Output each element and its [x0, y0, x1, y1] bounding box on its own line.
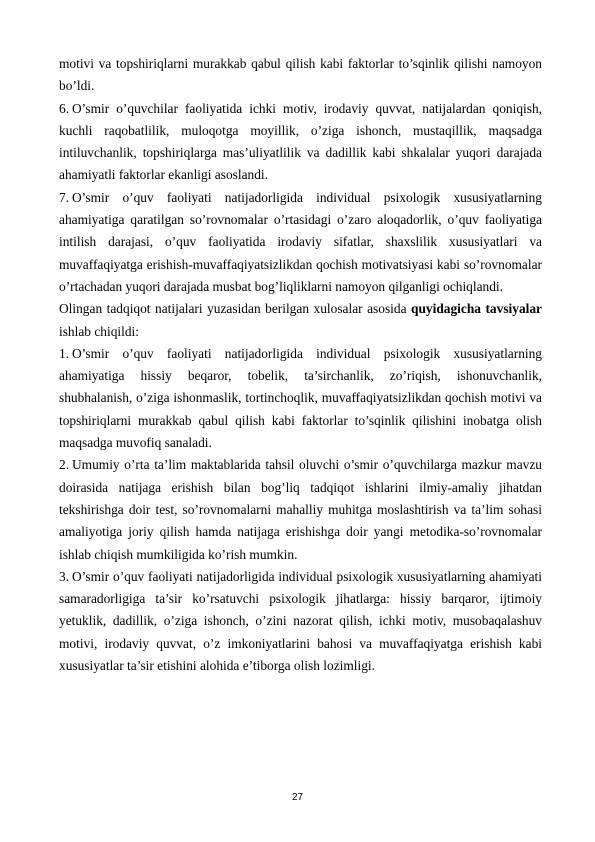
paragraph-text: Umumiy o’rta ta’lim maktablarida tahsil oluvchi o’smir o’quvchilarga mazkur mavzu doirasida natijaga erishish bilan bog’liq tadqiqot ishlarini ilmiy-amaliy jihatdan tekshirishga doir test, so’rovnomalarni mahalliy muhitga moslashtirish va ta’lim sohasi amaliyotiga joriy qilish hamda natijaga erishishga doir yangi metodika-so’rovnomalar ishlab chiqish mumkiligida ko’rish mumkin. — [59, 457, 542, 562]
page-number: 27 — [291, 792, 304, 803]
item-number: 6. — [59, 100, 70, 116]
document-body — [59, 53, 542, 677]
paragraph-text: O’smir o’quv faoliyati natijadorligida individual psixologik xususiyatlarning ahamiyati samaradorligiga ta’sir ko’rsatuvchi psixologik jihatlarga: hissiy barqaror, ijtimoiy yetuklik, dadillik, o’ziga ishonch, o’zini nazorat qilish, ichki motiv, musobaqalashuv motivi, irodaviy quvvat, o’z imkoniyatlarini bahosi va muvaffaqiyatga erishish kabi xususiyatlar ta’sir etishini alohida e’tiborga olish lozimligi. — [59, 568, 542, 674]
recommendation-item-3 — [59, 566, 542, 677]
conclusion-item-6 — [59, 98, 542, 187]
item-number: 2. — [59, 457, 70, 473]
paragraph-text: O’smir o’quv faoliyati natijadorligida individual psixologik xususiyatlarning ahamiyatiga qaratilgan so’rovnomalar o’rtasidagi o’zaro aloqadorlik, o’quv faoliyatiga intilish darajasi, o’quv faoliyatida irodaviy sifatlar, shaxslilik xususiyatlari va muvaffaqiyatga erishish-muvaffaqiyatsizlikdan qochish motivatsiyasi kabi so’rovnomalar o’rtachadan yuqori darajada musbat bog’liqliklarni namoyon qilganligi ochiqlandi. — [59, 189, 542, 294]
conclusion-item-7 — [59, 187, 542, 298]
intro-text-before: Olingan tadqiqot natijalari yuzasidan berilgan xulosalar asosida — [59, 301, 412, 317]
intro-text-bold: quyidagicha tavsiyalar — [411, 301, 542, 317]
recommendation-item-1 — [59, 343, 542, 454]
item-number: 3. — [59, 568, 70, 584]
paragraph-text: motivi va topshiriqlarni murakkab qabul qilish kabi faktorlar to’sqinlik qilishi namoyon bo’ldi. — [59, 56, 542, 94]
paragraph-text: O’smir o’quv faoliyati natijadorligida individual psixologik xususiyatlarning ahamiyatiga hissiy beqaror, tobelik, ta’sirchanlik, zo’riqish, ishonuvchanlik, shubhalanish, o’ziga ishonmaslik, tortinchoqlik, muvaffaqiyatsizlikdan qochish motivi va topshiriqlarni murakkab qabul qilish kabi faktorlar to’sqinlik qilishini inobatga olish maqsadga muvofiq sanaladi. — [59, 345, 542, 451]
item-number: 1. — [59, 345, 70, 361]
intro-text-after: ishlab chiqildi: — [59, 323, 139, 339]
recommendations-intro — [59, 298, 542, 343]
item-number: 7. — [59, 189, 70, 205]
paragraph-text: O’smir o’quvchilar faoliyatida ichki motiv, irodaviy quvvat, natijalardan qoniqish, kuchli raqobatlilik, muloqotga moyillik, o’ziga ishonch, mustaqillik, maqsadga intiluvchanlik, topshiriqlarga mas’uliyatlilik va dadillik kabi shkalalar yuqori darajada ahamiyatli faktorlar ekanligi asoslandi. — [59, 100, 542, 183]
paragraph-continuation — [59, 53, 542, 98]
recommendation-item-2 — [59, 454, 542, 565]
